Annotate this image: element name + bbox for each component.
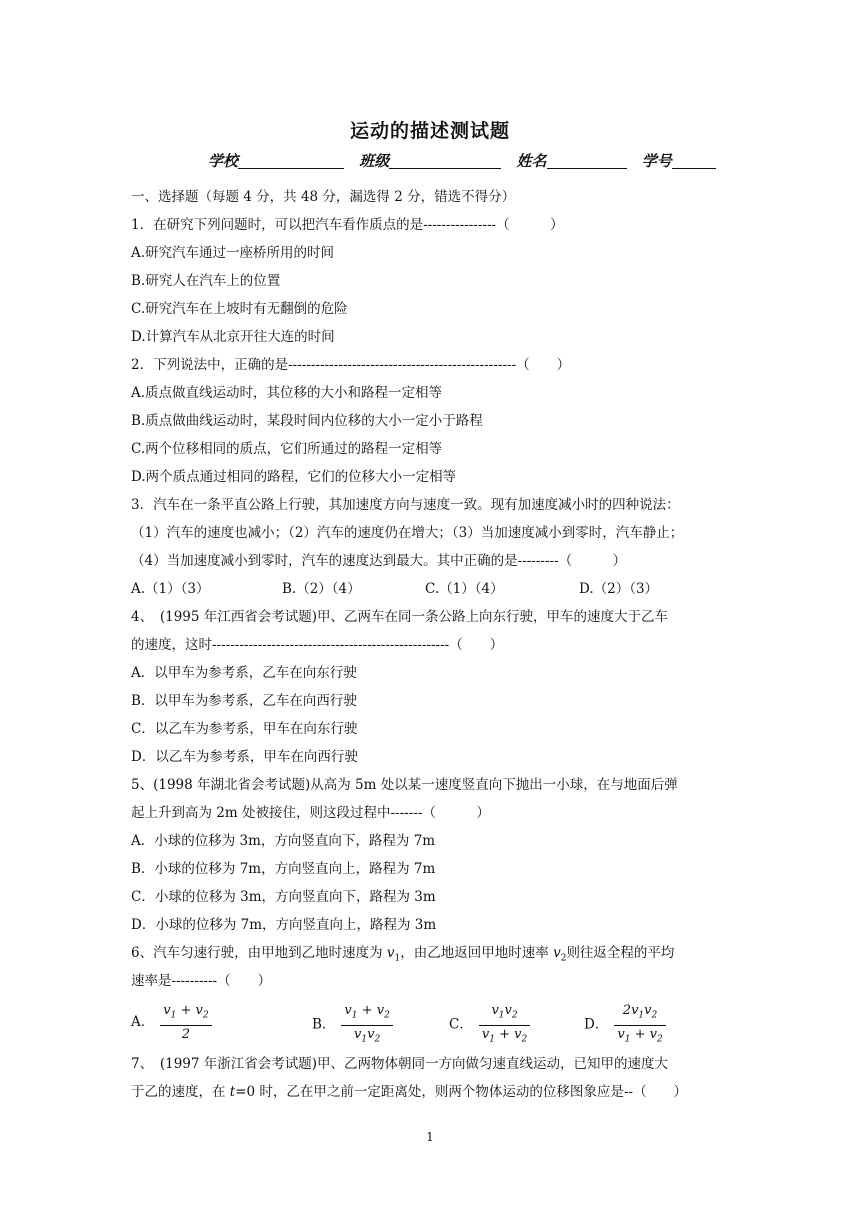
school-field[interactable]: 学校 bbox=[208, 150, 344, 171]
question-5-option-a: A．小球的位移为 3m，方向竖直向下，路程为 7m bbox=[131, 833, 436, 849]
question-3-line-2: （1）汽车的速度也减小；（2）汽车的速度仍在增大；（3）当加速度减小到零时，汽车静止； bbox=[131, 525, 684, 541]
question-6-option-d: D． $\frac{2v_1v_2}{v_1 + v_2}$ bbox=[584, 1002, 666, 1048]
question-3-option-d: D.（2）（3） bbox=[579, 581, 659, 597]
question-7-line-1: 7、 (1997 年浙江省会考试题)甲、乙两物体朝同一方向做匀速直线运动，已知甲的速度大 bbox=[131, 1056, 669, 1072]
question-3-option-b: B.（2）（4） bbox=[282, 581, 361, 597]
question-1-stem: 1．在研究下列问题时，可以把汽车看作质点的是----------------（ ） bbox=[131, 217, 564, 233]
number-field[interactable]: 学号 bbox=[642, 150, 716, 171]
fraction-c: $\frac{v_1v_2}{v_1 + v_2}$ bbox=[479, 1002, 530, 1048]
fraction-d: $\frac{2v_1v_2}{v_1 + v_2}$ bbox=[614, 1002, 665, 1048]
question-5-line-2: 起上升到高为 2m 处被接住，则这段过程中-------（ ） bbox=[131, 805, 490, 821]
question-3-option-a: A.（1）（3） bbox=[131, 581, 210, 597]
question-5-option-b: B．小球的位移为 7m，方向竖直向上，路程为 7m bbox=[131, 861, 436, 877]
question-6-line-2: 速率是----------（ ） bbox=[131, 973, 272, 989]
question-5-option-c: C．小球的位移为 3m，方向竖直向下，路程为 3m bbox=[131, 889, 436, 905]
question-4-option-a: A．以甲车为参考系，乙车在向东行驶 bbox=[131, 665, 357, 681]
question-3-line-1: 3．汽车在一条平直公路上行驶，其加速度方向与速度一致。现有加速度减小时的四种说法： bbox=[131, 497, 680, 513]
question-6-option-c: C． $\frac{v_1v_2}{v_1 + v_2}$ bbox=[449, 1002, 530, 1048]
name-field[interactable]: 姓名 bbox=[517, 150, 627, 171]
page-number: 1 bbox=[426, 1130, 434, 1144]
page-title: 运动的描述测试题 bbox=[349, 120, 510, 142]
section-heading: 一、选择题（每题 4 分，共 48 分，漏选得 2 分，错选不得分） bbox=[131, 189, 516, 205]
question-1-option-d: D.计算汽车从北京开往大连的时间 bbox=[131, 329, 335, 345]
question-4-option-d: D．以乙车为参考系，甲车在向西行驶 bbox=[131, 749, 358, 765]
question-4-line-1: 4、 (1995 年江西省会考试题)甲、乙两车在同一条公路上向东行驶，甲车的速度大于乙车 bbox=[131, 609, 669, 625]
question-2-stem: 2．下列说法中，正确的是--------------------------------------------------（ ） bbox=[131, 357, 571, 373]
question-1-option-c: C.研究汽车在上坡时有无翻倒的危险 bbox=[131, 301, 348, 317]
question-2-option-c: C.两个位移相同的质点，它们所通过的路程一定相等 bbox=[131, 441, 443, 457]
question-1-option-b: B.研究人在汽车上的位置 bbox=[131, 273, 281, 289]
question-4-option-b: B．以甲车为参考系，乙车在向西行驶 bbox=[131, 693, 357, 709]
student-info-line bbox=[208, 150, 726, 171]
question-2-option-a: A.质点做直线运动时，其位移的大小和路程一定相等 bbox=[131, 385, 443, 401]
fraction-a: $\frac{v_1 + v_2}{2}$ bbox=[160, 1002, 211, 1043]
question-5-line-1: 5、(1998 年湖北省会考试题)从高为 5m 处以某一速度竖直向下抛出一小球，在与地面后弹 bbox=[131, 777, 678, 793]
question-3-line-3: （4）当加速度减小到零时，汽车的速度达到最大。其中正确的是---------（ ） bbox=[131, 553, 627, 569]
question-5-option-d: D．小球的位移为 7m，方向竖直向上，路程为 3m bbox=[131, 917, 437, 933]
question-2-option-b: B.质点做曲线运动时，某段时间内位移的大小一定小于路程 bbox=[131, 413, 483, 429]
question-6-option-b: B． $\frac{v_1 + v_2}{v_1v_2}$ bbox=[312, 1002, 393, 1048]
question-7-line-2: 于乙的速度，在 t=0 时，乙在甲之前一定距离处，则两个物体运动的位移图象应是--（ ） bbox=[131, 1084, 688, 1100]
question-6-line-1: 6、汽车匀速行驶，由甲地到乙地时速度为 $v_1$，由乙地返回甲地时速率 $v_2$则往返全程的平均 bbox=[131, 945, 675, 964]
question-3-option-c: C.（1）（4） bbox=[425, 581, 504, 597]
question-1-option-a: A.研究汽车通过一座桥所用的时间 bbox=[131, 245, 335, 261]
question-4-line-2: 的速度，这时----------------------------------------------------（ ） bbox=[131, 637, 504, 653]
fraction-b: $\frac{v_1 + v_2}{v_1v_2}$ bbox=[341, 1002, 392, 1048]
class-field[interactable]: 班级 bbox=[359, 150, 501, 171]
question-6-option-a: A． $\frac{v_1 + v_2}{2}$ bbox=[131, 1002, 212, 1043]
question-4-option-c: C．以乙车为参考系，甲车在向东行驶 bbox=[131, 721, 358, 737]
question-2-option-d: D.两个质点通过相同的路程，它们的位移大小一定相等 bbox=[131, 469, 457, 485]
